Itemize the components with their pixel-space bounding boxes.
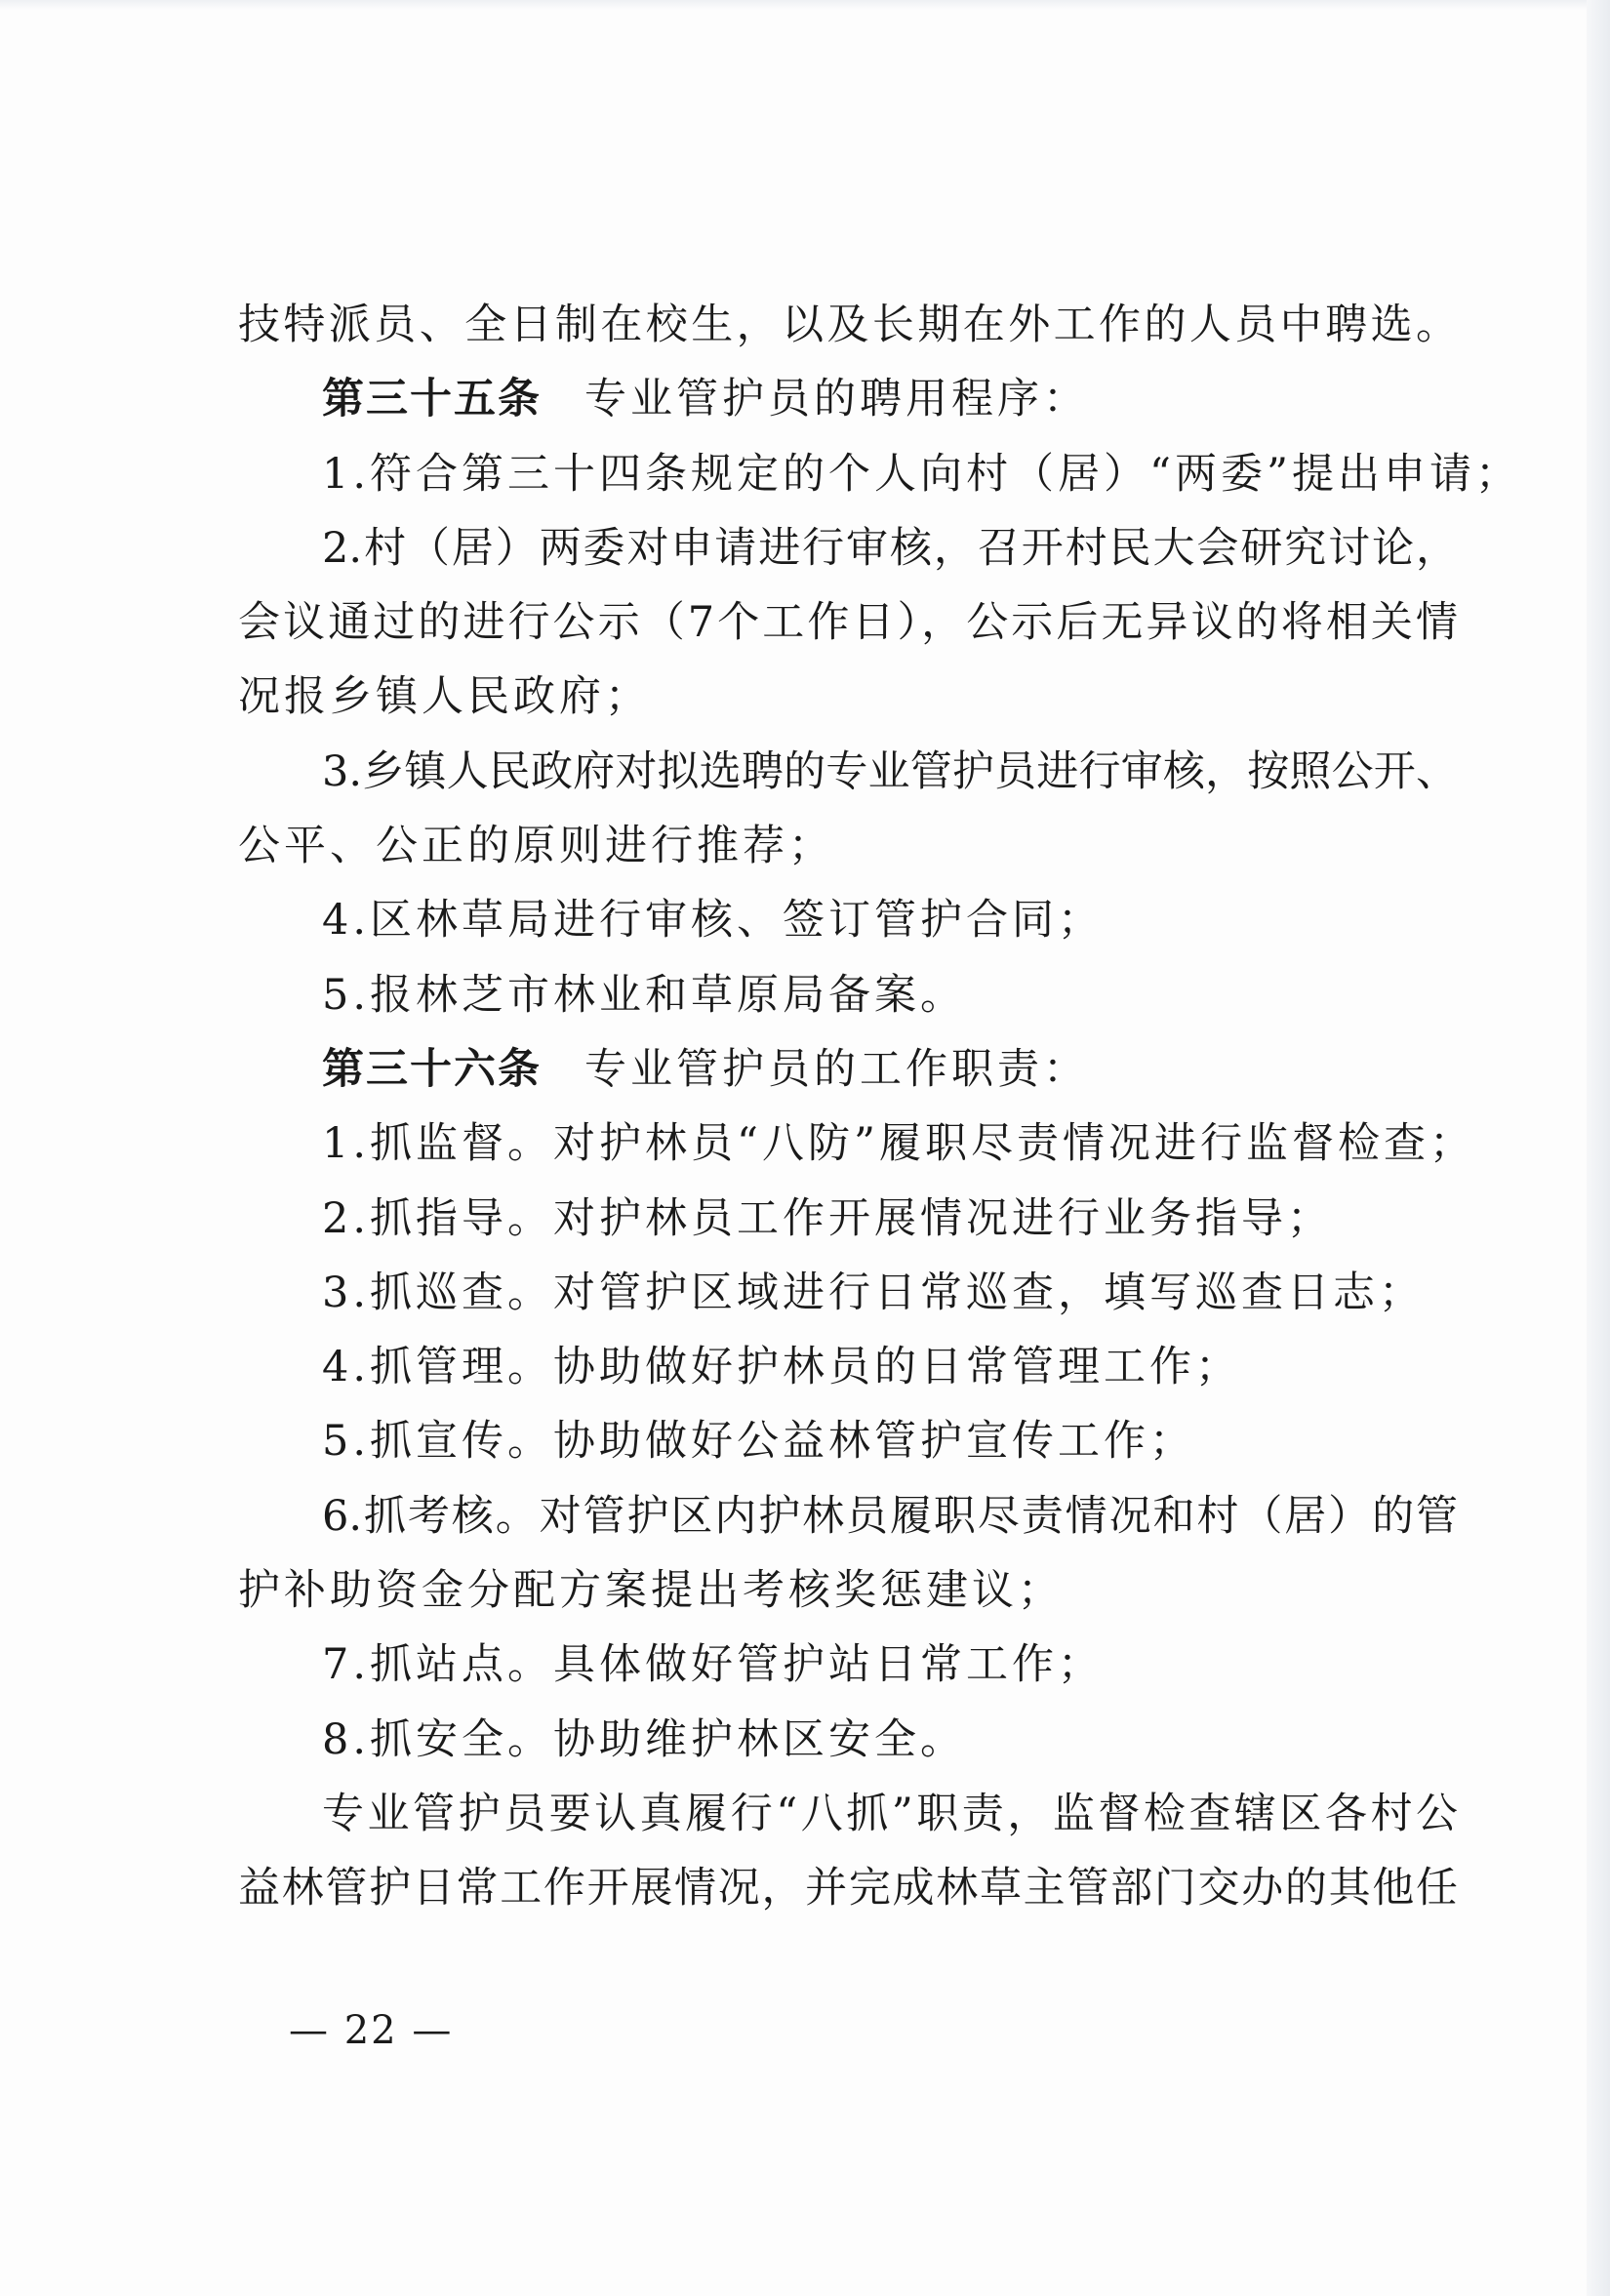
page-number: — 22 — xyxy=(289,2008,454,2053)
body-line: 3.抓巡查。对管护区域进行日常巡查，填写巡查日志； xyxy=(322,1268,1426,1317)
body-line: 2.村（居）两委对申请进行审核，召开村民大会研究讨论， xyxy=(322,523,1458,573)
article-heading-line xyxy=(238,1032,1458,1107)
scan-edge-top xyxy=(0,0,1610,10)
body-line: 技特派员、全日制在校生，以及长期在外工作的人员中聘选。 xyxy=(238,301,1458,349)
body-line: 6.抓考核。对管护区内护林员履职尽责情况和村（居）的管 xyxy=(322,1491,1458,1541)
scan-edge-right xyxy=(1587,0,1610,2296)
article-heading-line xyxy=(238,362,1458,436)
body-line: 4.抓管理。协助做好护林员的日常管理工作； xyxy=(322,1343,1242,1392)
article-subject: 专业管护员的聘用程序： xyxy=(584,375,1089,424)
body-line: 3.乡镇人民政府对拟选聘的专业管护员进行审核，按照公开、 xyxy=(322,746,1458,796)
body-line: 7.抓站点。具体做好管护站日常工作； xyxy=(322,1640,1105,1690)
body-line: 公平、公正的原则进行推荐； xyxy=(238,822,834,871)
body-line: 4.区林草局进行审核、签订管护合同； xyxy=(322,896,1105,946)
article-title: 第三十五条 xyxy=(322,375,542,424)
article-subject: 专业管护员的工作职责： xyxy=(584,1044,1089,1094)
body-line: 况报乡镇人民政府； xyxy=(238,672,651,722)
body-line: 5.抓宣传。协助做好公益林管护宣传工作； xyxy=(322,1417,1196,1467)
body-line: 5.报林芝市林业和草原局备案。 xyxy=(322,970,967,1020)
article-title: 第三十六条 xyxy=(322,1044,542,1094)
body-line: 8.抓安全。协助维护林区安全。 xyxy=(322,1714,967,1764)
body-line: 1.符合第三十四条规定的个人向村（居）“两委”提出申请； xyxy=(322,449,1521,499)
body-line: 专业管护员要认真履行“八抓”职责，监督检查辖区各村公 xyxy=(322,1789,1458,1838)
body-line: 益林管护日常工作开展情况，并完成林草主管部门交办的其他任 xyxy=(238,1864,1458,1913)
document-body xyxy=(238,288,1521,1926)
body-line: 会议通过的进行公示（7个工作日），公示后无异议的将相关情 xyxy=(238,598,1458,648)
body-line: 2.抓指导。对护林员工作开展情况进行业务指导； xyxy=(322,1193,1334,1243)
body-line: 护补助资金分配方案提出考核奖惩建议； xyxy=(238,1566,1064,1616)
body-line: 1.抓监督。对护林员“八防”履职尽责情况进行监督检查； xyxy=(322,1119,1475,1169)
